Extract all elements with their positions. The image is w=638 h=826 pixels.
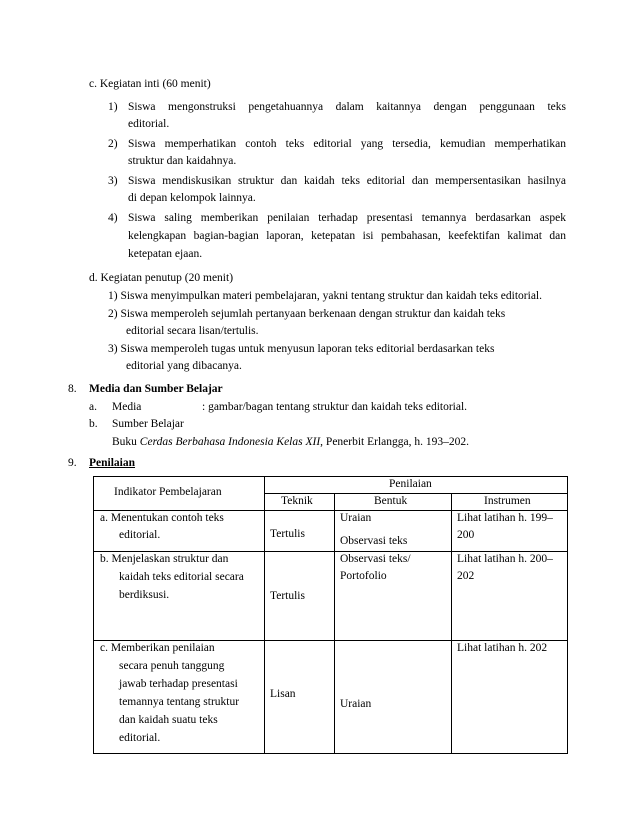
kegiatan-inti-item-1-line-1: Siswa mengonstruksi pengetahuannya dalam kaitannya dengan penggunaan teks [128,101,566,113]
media-book-prefix: Buku [112,436,140,448]
row-a-teknik-text: Tertulis [270,528,305,540]
row-c-indikator-line-5: dan kaidah suatu teks [119,714,218,726]
kegiatan-inti-item-4-line-1: Siswa saling memberikan penilaian terhadap presentasi temannya berdasarkan aspek [128,212,566,224]
row-c-indikator-line-1: c. Memberikan penilaian [100,642,215,654]
kegiatan-inti-item-2-line-1: Siswa memperhatikan contoh teks editorial yang tersedia, kemudian memperhatikan [128,138,566,150]
row-c-bentuk [335,641,452,754]
row-b-indikator-line-3: berdiksusi. [119,589,170,601]
row-a-instrumen-line-1: Lihat latihan h. 199– [457,512,553,524]
row-a-instrumen [452,511,568,552]
header-penilaian-text: Penilaian [389,478,432,490]
header-indikator [94,477,265,511]
row-c-indikator [94,641,265,754]
row-c-teknik [265,641,335,754]
kegiatan-penutup-item-3-line-1: 3) Siswa memperoleh tugas untuk menyusun laporan teks editorial berdasarkan teks [108,343,495,355]
row-a-teknik [265,511,335,552]
kegiatan-inti-heading: c. Kegiatan inti (60 menit) [89,78,211,90]
row-b-indikator-line-1: b. Menjelaskan struktur dan [100,553,229,565]
kegiatan-penutup-item-3-line-2: editorial yang dibacanya. [126,360,242,372]
media-a-label: a. [89,401,97,413]
kegiatan-inti-item-3-line-1: Siswa mendiskusikan struktur dan kaidah teks editorial dan mempersentasikan hasilnya [128,175,566,187]
row-a-bentuk-line-2: Observasi teks [340,535,408,547]
row-b-indikator-line-2: kaidah teks editorial secara [119,571,244,583]
media-book-title: Cerdas Berbahasa Indonesia Kelas XII [139,436,321,448]
kegiatan-penutup-item-2-line-2: editorial secara lisan/tertulis. [126,325,259,337]
row-a-bentuk-line-1: Uraian [340,512,372,524]
media-b-key: Sumber Belajar [112,418,184,430]
media-section-number: 8. [68,383,77,395]
kegiatan-penutup-item-1-line-1: 1) Siswa menyimpulkan materi pembelajaran, yakni tentang struktur dan kaidah teks editorial. [108,290,543,302]
row-a-indikator-line-2: editorial. [119,529,161,541]
header-instrumen-text: Instrumen [484,495,531,507]
media-section-title: Media dan Sumber Belajar [89,383,223,395]
media-a-key: Media [112,401,142,413]
penilaian-table [93,476,568,754]
row-c-instrumen-text: Lihat latihan h. 202 [457,642,548,654]
row-b-bentuk [335,552,452,641]
kegiatan-inti-item-1-number: 1) [108,101,118,113]
kegiatan-inti-item-1-line-2: editorial. [128,118,170,130]
kegiatan-inti-item-3-number: 3) [108,175,118,187]
row-c-bentuk-text: Uraian [340,698,372,710]
header-bentuk-text: Bentuk [374,495,408,507]
row-b-teknik [265,552,335,641]
kegiatan-penutup-item-2-line-1: 2) Siswa memperoleh sejumlah pertanyaan berkenaan dengan struktur dan kaidah teks [108,308,506,320]
penilaian-section-title: Penilaian [89,457,136,469]
header-teknik-text: Teknik [281,495,313,507]
header-teknik [265,494,335,511]
row-c-teknik-text: Lisan [270,688,296,700]
row-a-indikator-line-1: a. Menentukan contoh teks [100,512,224,524]
row-b-teknik-text: Tertulis [270,590,305,602]
kegiatan-inti-item-4-line-2: kelengkapan bagian-bagian laporan, ketepatan isi pembahasan, keefektifan kalimat dan [128,230,566,242]
kegiatan-inti-item-3-line-2: di depan kelompok lainnya. [128,192,256,204]
row-c-instrumen [452,641,568,754]
row-c-indikator-line-4: temannya tentang struktur [119,696,240,708]
header-instrumen [452,494,568,511]
kegiatan-inti-item-4-number: 4) [108,212,118,224]
header-penilaian [265,477,568,494]
kegiatan-inti-item-2-line-2: struktur dan kaidahnya. [128,155,237,167]
row-c-indikator-line-3: jawab terhadap presentasi [119,678,238,690]
row-a-indikator [94,511,265,552]
table-row [94,552,568,641]
kegiatan-inti-item-2-number: 2) [108,138,118,150]
kegiatan-penutup-heading: d. Kegiatan penutup (20 menit) [89,272,234,284]
row-b-instrumen-line-1: Lihat latihan h. 200– [457,553,553,565]
media-book-suffix: , Penerbit Erlangga, h. 193–202. [320,436,470,448]
row-b-indikator [94,552,265,641]
row-b-instrumen-line-2: 202 [457,570,475,582]
row-b-instrumen [452,552,568,641]
header-indikator-text: Indikator Pembelajaran [114,486,222,498]
row-b-bentuk-line-2: Portofolio [340,570,387,582]
kegiatan-inti-item-4-line-3: ketepatan ejaan. [128,248,203,260]
media-book-line [112,436,469,448]
row-a-bentuk [335,511,452,552]
penilaian-section-number: 9. [68,457,77,469]
row-a-instrumen-line-2: 200 [457,529,475,541]
media-a-value: : gambar/bagan tentang struktur dan kaidah teks editorial. [202,401,468,413]
table-row [94,641,568,754]
row-c-indikator-line-2: secara penuh tanggung [119,660,225,672]
row-b-bentuk-line-1: Observasi teks/ [340,553,411,565]
table-row [94,511,568,552]
media-b-label: b. [89,418,98,430]
header-bentuk [335,494,452,511]
row-c-indikator-line-6: editorial. [119,732,161,744]
